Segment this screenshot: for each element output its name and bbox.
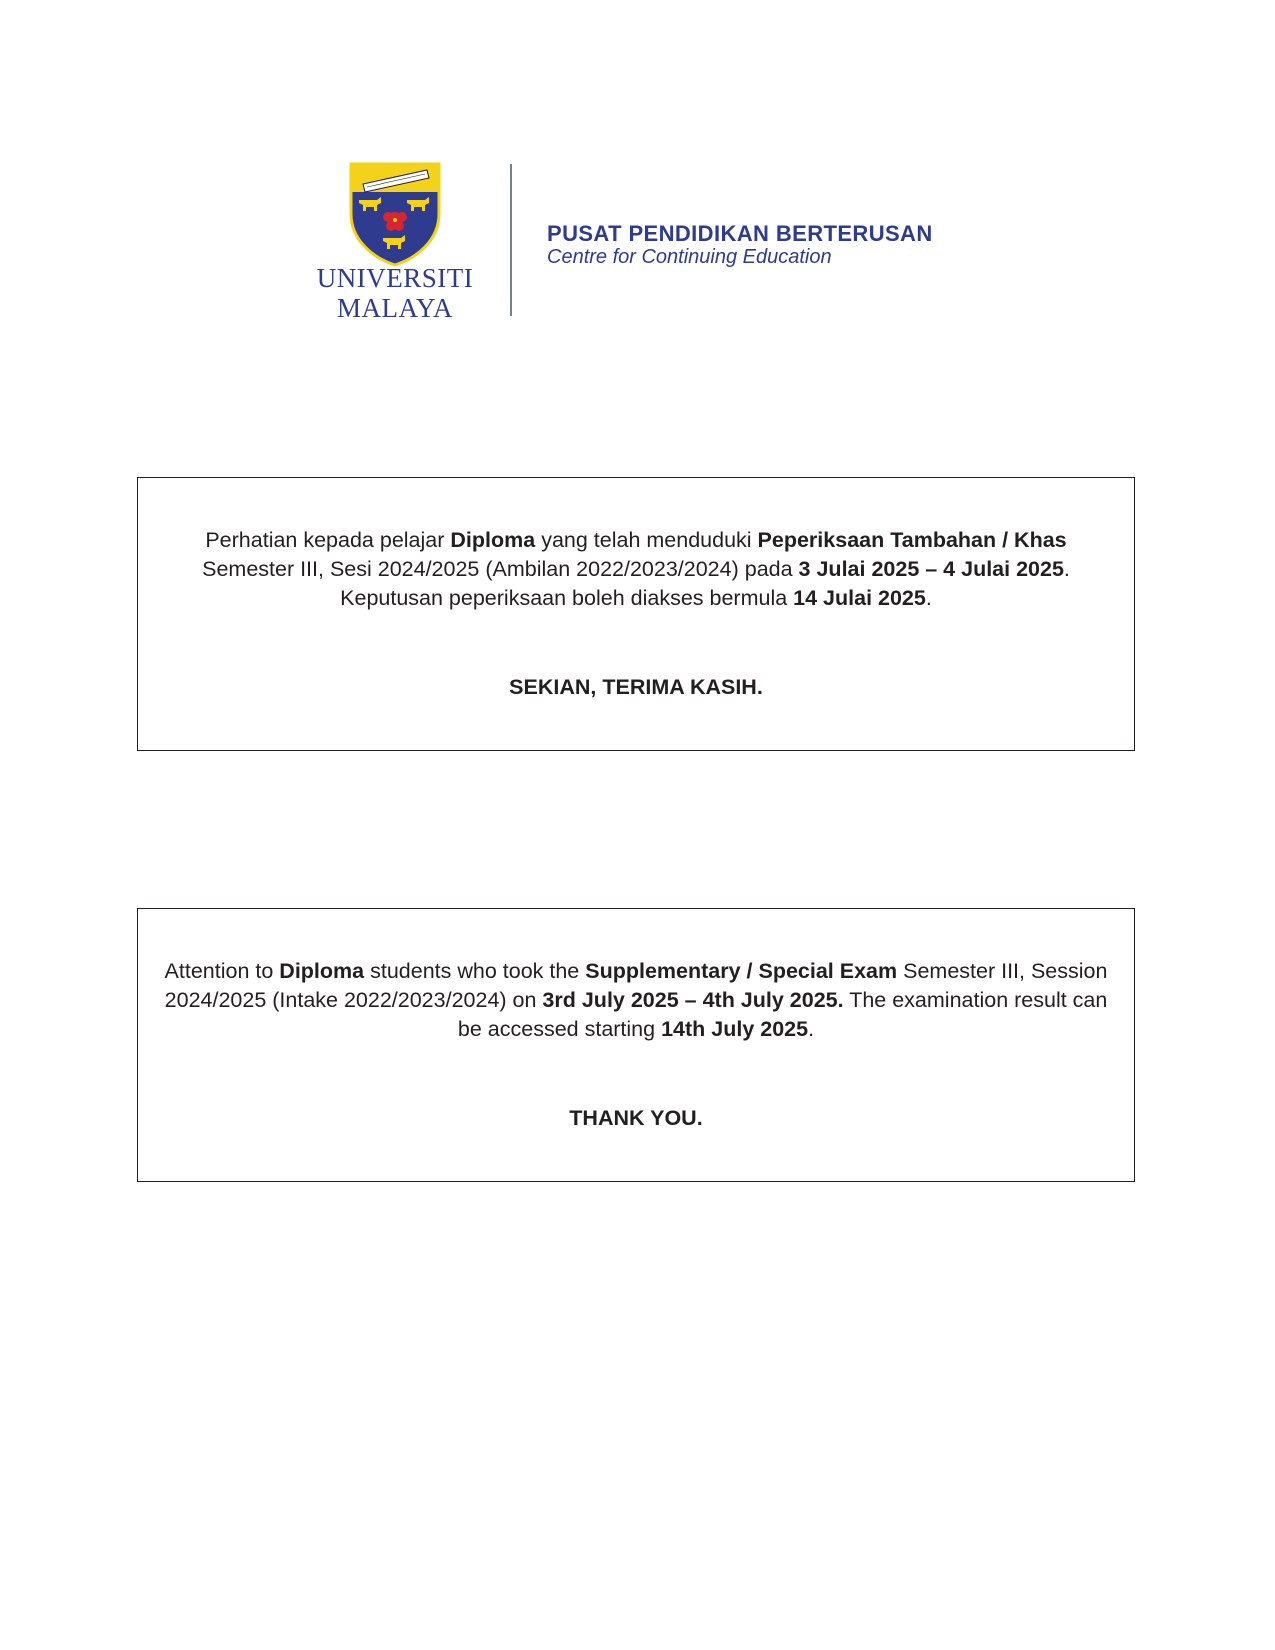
- centre-name-malay: PUSAT PENDIDIKAN BERTERUSAN: [547, 221, 933, 246]
- notice-paragraph-english: [164, 957, 1108, 1044]
- emphasis-text: Supplementary / Special Exam: [585, 959, 898, 983]
- emphasis-text: 14th July 2025: [661, 1017, 809, 1041]
- notice-box-english: [137, 908, 1135, 1182]
- header-divider: [510, 164, 512, 316]
- university-name-line2: MALAYA: [336, 293, 454, 323]
- notice-closing-english: THANK YOU.: [569, 1106, 703, 1130]
- notice-paragraph-malay: [164, 526, 1108, 613]
- emphasis-text: 3 Julai 2025 – 4 Julai 2025: [798, 557, 1064, 581]
- emphasis-text: Peperiksaan Tambahan / Khas: [757, 528, 1067, 552]
- body-text: The examination result can be accessed starting: [457, 988, 1108, 1041]
- body-text: Perhatian kepada pelajar: [205, 528, 451, 552]
- notice-closing-malay: SEKIAN, TERIMA KASIH.: [509, 675, 763, 699]
- centre-name-english: Centre for Continuing Education: [547, 246, 832, 268]
- centre-name-block: [547, 222, 933, 268]
- emphasis-text: 14 Julai 2025: [793, 586, 926, 610]
- notice-box-malay: [137, 477, 1135, 751]
- body-text: . Keputusan peperiksaan boleh diakses bermula: [340, 557, 1070, 610]
- body-text: .: [808, 1017, 815, 1041]
- body-text: students who took the: [364, 959, 586, 983]
- emphasis-text: Diploma: [279, 959, 365, 983]
- university-crest-logo: [349, 162, 441, 267]
- body-text: Semester III, Sesi 2024/2025 (Ambilan 2022/2023/2024) pada: [202, 557, 799, 581]
- university-name: [296, 263, 494, 323]
- emphasis-text: 3rd July 2025 – 4th July 2025.: [542, 988, 844, 1012]
- body-text: Semester III, Session 2024/2025 (Intake 2022/2023/2024) on: [164, 959, 1108, 1012]
- body-text: .: [925, 586, 932, 610]
- emphasis-text: Diploma: [450, 528, 536, 552]
- body-text: yang telah menduduki: [535, 528, 758, 552]
- body-text: Attention to: [164, 959, 280, 983]
- university-name-line1: UNIVERSITI: [316, 263, 474, 293]
